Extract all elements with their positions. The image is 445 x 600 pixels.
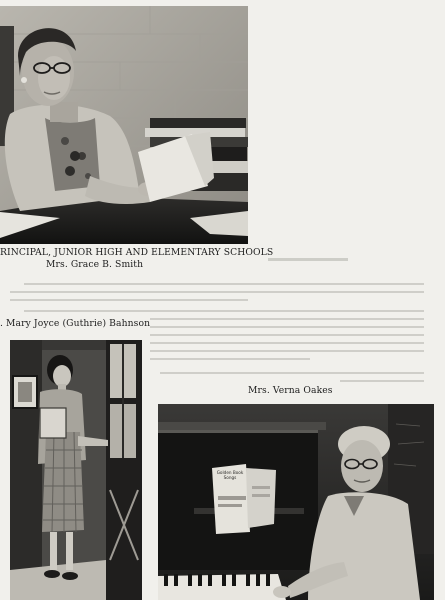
teacher-right-caption: Mrs. Verna Oakes	[248, 385, 333, 396]
sheet-music-title	[214, 470, 246, 480]
teacher-left-caption	[0, 318, 150, 330]
sheet-music-line2: Songs	[223, 475, 237, 480]
principal-title-caption: RINCIPAL, JUNIOR HIGH AND ELEMENTARY SCHOOLS	[0, 247, 274, 258]
teacher-left-name: Mary Joyce (Guthrie) Bahnson	[6, 318, 151, 329]
sheet-music-line1: Golden Book	[216, 470, 244, 475]
caption-leading-fragment: .	[0, 318, 7, 329]
teacher-piano-photo	[158, 404, 434, 600]
principal-photo	[0, 6, 248, 244]
principal-name-caption: Mrs. Grace B. Smith	[46, 259, 144, 270]
teacher-doorway-photo	[10, 340, 142, 600]
